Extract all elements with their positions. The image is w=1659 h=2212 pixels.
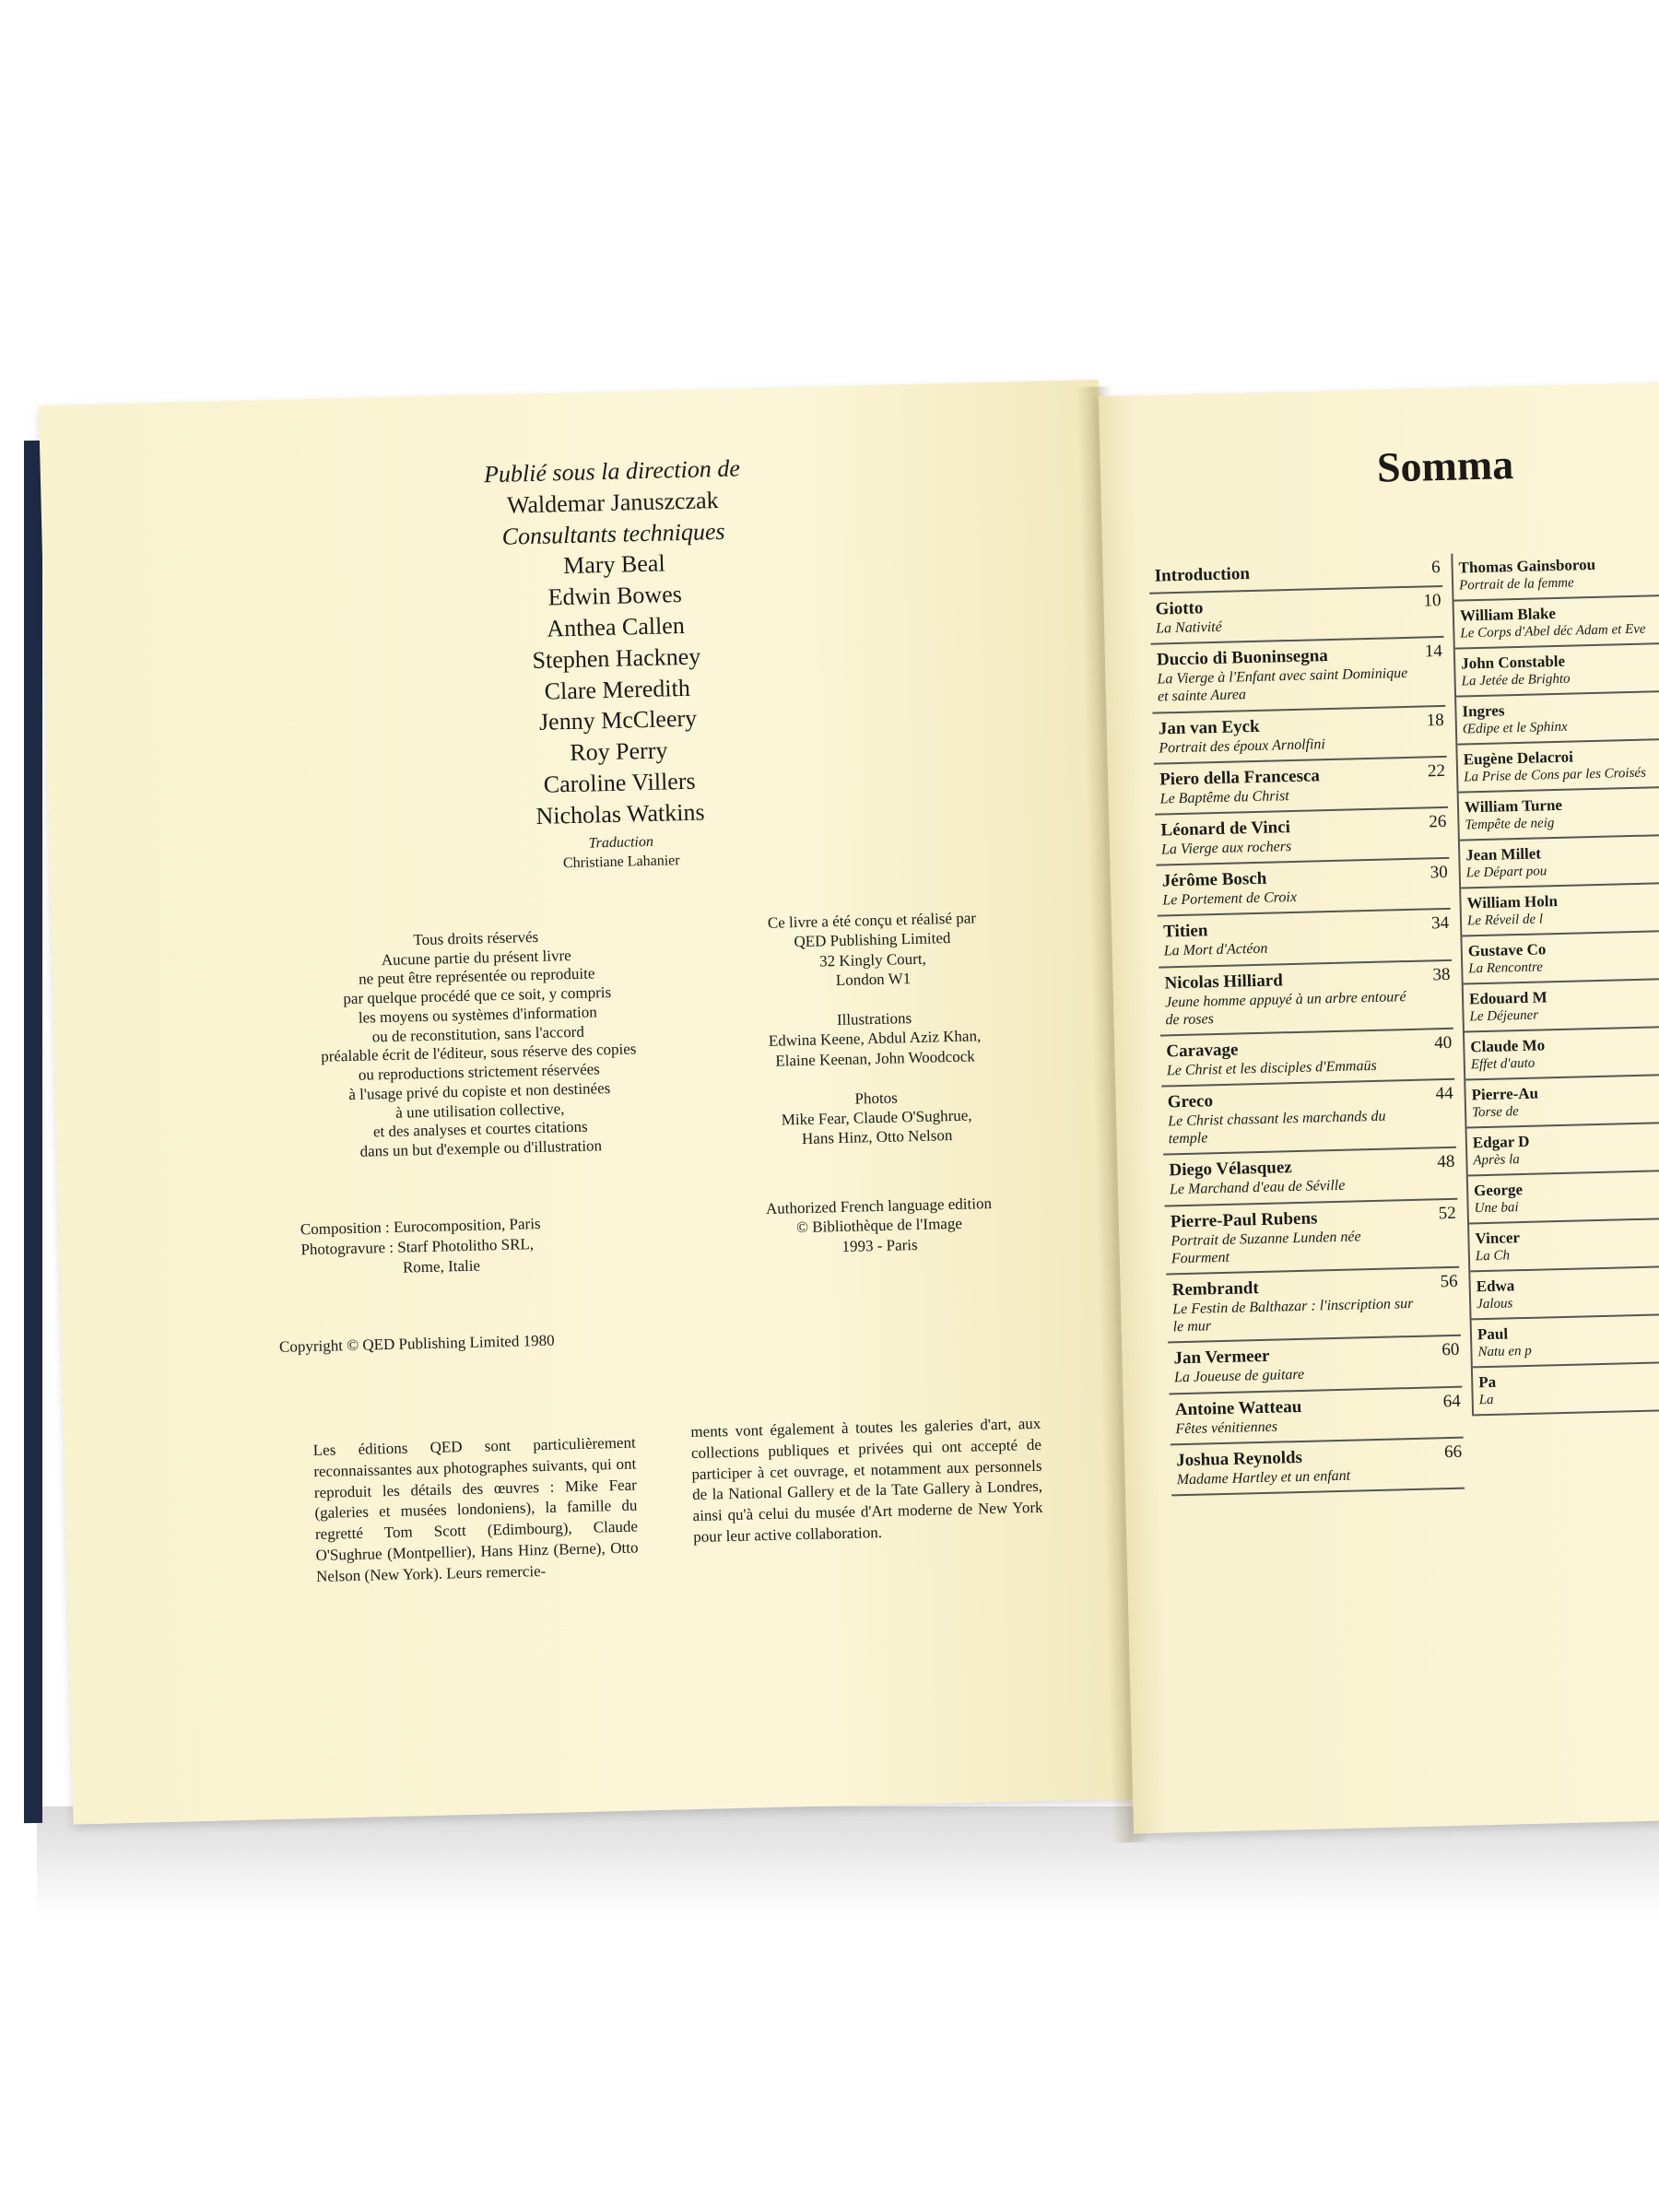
artwork-title: Le Christ chassant les marchands du temple (1168, 1108, 1386, 1147)
artist-name: Ingres (1462, 701, 1505, 721)
artwork-title: Fêtes vénitiennes (1175, 1418, 1278, 1437)
credit-role: Consultants techniques (501, 517, 725, 550)
artist-name: Edwa (1476, 1277, 1515, 1296)
translation-label: Traduction (588, 833, 654, 852)
page-number: 44 (1435, 1083, 1453, 1104)
contents-entry (1467, 1122, 1659, 1176)
illustrators-list (700, 1025, 1051, 1073)
contents-entry (1462, 930, 1659, 984)
page-number: 40 (1433, 1032, 1453, 1053)
artwork-title: Œdipe et le Sphinx (1462, 719, 1568, 737)
artist-name: Jan van Eyck (1158, 716, 1260, 739)
photos-label: Photos (854, 1088, 898, 1108)
translation-block (511, 831, 733, 875)
copyright-line: Copyright © QED Publishing Limited 1980 (278, 1331, 555, 1356)
credit-name: Mary Beal (562, 549, 665, 580)
artist-name: Titien (1162, 921, 1208, 942)
artwork-title: Après la (1473, 1152, 1520, 1169)
artwork-title: Le Festin de Balthazar : l'inscription sur le mur (1172, 1295, 1414, 1335)
contents-entry (1465, 1026, 1659, 1080)
artist-name: William Turne (1464, 795, 1563, 817)
credit-name: Stephen Hackney (532, 642, 701, 674)
artwork-title: La Vierge aux rochers (1160, 838, 1292, 858)
left-page (39, 380, 1133, 1825)
artist-name: Jan Vermeer (1173, 1347, 1270, 1369)
book-cover-edge (24, 441, 42, 1823)
page-number: 52 (1438, 1203, 1457, 1223)
contents-entry (1459, 786, 1659, 841)
page-number: 26 (1429, 811, 1447, 832)
page-number: 22 (1427, 760, 1446, 782)
credit-name: Roy Perry (569, 736, 668, 767)
contents-column-a (1148, 554, 1465, 1496)
artwork-title: La (1478, 1392, 1494, 1408)
artist-name: Pierre-Au (1471, 1084, 1539, 1104)
publisher-line: 32 Kingly Court, (818, 949, 927, 970)
page-number: 6 (1430, 558, 1441, 578)
page-number: 34 (1430, 913, 1450, 934)
publisher-line: QED Publishing Limited (794, 929, 951, 951)
illustrations-label: Illustrations (836, 1009, 912, 1030)
edition-line: 1993 - Paris (841, 1235, 918, 1255)
acknowledgements-left: Les éditions QED sont particulièrement reconnaissantes aux photographes suivants, qui ont reproduit les détails des œuvres : Mike Fear (galeries et musées londoniens), la famille du regretté Tom Scott (Edimbourg), Claude O'Sughrue (Montpellier), Hans Hinz (Berne), Otto Nelson (New York). Leurs remercie- (312, 1433, 639, 1585)
edition-line: © Bibliothèque de l'Image (795, 1215, 963, 1237)
contents-entry (1165, 1199, 1460, 1275)
artist-name: Piero della Francesca (1159, 766, 1321, 790)
contents-entry (1461, 882, 1659, 936)
contents-entry (1158, 910, 1452, 968)
artwork-title: La Rencontre (1468, 959, 1544, 977)
artwork-title: La Nativité (1155, 618, 1222, 637)
artist-name: Nicolas Hilliard (1164, 970, 1284, 993)
contents-entry (1171, 1438, 1465, 1496)
contents-entry (1453, 547, 1659, 601)
artwork-title: Tempête de neig (1465, 816, 1555, 833)
illustrator-line: Edwina Keene, Abdul Aziz Khan, (768, 1027, 982, 1051)
artwork-title: La Ch (1475, 1248, 1511, 1265)
rights-line: et des analyses et courtes citations (372, 1118, 588, 1141)
acknowledgements-right: ments vont également à toutes les galeries d'art, aux collections publiques et privées qui ont accepté de participer à cet ouvrage, et notamment aux personnels de la National Gallery et de la Tate Gallery à Londres, ainsi qu'à celui du musée d'Art moderne de New York pour leur active collaboration. (690, 1414, 1043, 1546)
artist-name: Edgar D (1472, 1132, 1530, 1152)
contents-column-b (1451, 547, 1659, 1416)
contents-entry (1455, 642, 1659, 697)
artist-name: Jean Millet (1465, 844, 1542, 865)
artist-name: Introduction (1154, 564, 1251, 586)
artwork-title: Portrait des époux Arnolfini (1159, 735, 1326, 757)
page-number: 60 (1441, 1340, 1460, 1360)
artwork-title: La Mort d'Actéon (1163, 941, 1268, 959)
artist-name: John Constable (1460, 652, 1566, 673)
contents-entry (1154, 758, 1448, 816)
artwork-title: Le Portement de Croix (1162, 889, 1298, 909)
contents-entry (1456, 690, 1659, 745)
page-number: 18 (1426, 710, 1444, 730)
artist-name: Léonard de Vinci (1160, 818, 1291, 841)
publisher-block (697, 906, 1049, 993)
artwork-title: Portrait de la femme (1458, 575, 1574, 594)
edition-line: Authorized French language edition (765, 1194, 993, 1218)
artist-name: Pa (1478, 1372, 1497, 1392)
edition-block (703, 1192, 1054, 1259)
credit-role: Publié sous la direction de (483, 454, 741, 488)
composition-block (300, 1211, 652, 1280)
contents-entry (1464, 978, 1659, 1032)
credit-name: Anthea Callen (546, 611, 686, 642)
contents-entry (1156, 859, 1450, 917)
rights-line: dans un but d'exemple ou d'illustration (359, 1136, 603, 1160)
artist-name: Vincer (1475, 1229, 1521, 1248)
artwork-title: Le Baptême du Christ (1159, 787, 1289, 807)
contents-entry (1457, 738, 1659, 793)
artwork-title: Natu en p (1477, 1343, 1532, 1360)
credit-name: Nicholas Watkins (535, 798, 705, 830)
artist-name: Duccio di Buoninsegna (1156, 646, 1329, 670)
artwork-title: Jalous (1476, 1296, 1513, 1312)
contents-entry (1149, 587, 1443, 645)
rights-line: ou reproductions strictement réservées (358, 1060, 601, 1084)
artwork-title: La Jetée de Brighto (1461, 671, 1571, 689)
page-number: 64 (1442, 1391, 1461, 1411)
contents-entry (1454, 594, 1659, 649)
artwork-title: Le Réveil de l (1466, 912, 1544, 929)
contents-title: Somma (1376, 441, 1514, 491)
artist-name: Greco (1167, 1091, 1214, 1112)
artist-name: Rembrandt (1171, 1278, 1259, 1300)
artwork-title: Portrait de Suzanne Lunden née Fourment (1171, 1228, 1361, 1267)
contents-entry (1465, 1074, 1659, 1128)
rights-line: à une utilisation collective, (395, 1099, 565, 1122)
contents-entry (1473, 1361, 1659, 1416)
illustrator-line: Elaine Keenan, John Woodcock (775, 1046, 975, 1070)
artist-name: William Blake (1459, 604, 1557, 625)
rights-line: à l'usage privé du copiste et non destinées (348, 1078, 611, 1103)
page-number: 38 (1432, 964, 1451, 984)
artwork-title: La Joueuse de guitare (1173, 1367, 1305, 1386)
page-number: 66 (1443, 1441, 1463, 1462)
rights-notice (282, 924, 675, 1163)
contents-entry (1155, 808, 1449, 866)
rights-line: Tous droits réservés (413, 927, 539, 949)
production-credits (697, 906, 1053, 1171)
illustrations-block (699, 1005, 1050, 1072)
contents-entry (1152, 706, 1446, 764)
translator-name: Christiane Lahanier (562, 852, 680, 872)
credit-name: Jenny McCleery (538, 705, 698, 736)
artist-name: Jérôme Bosch (1161, 868, 1267, 891)
artist-name: Edouard M (1468, 988, 1547, 1008)
right-page (1099, 382, 1659, 1833)
contents-entry (1151, 638, 1446, 713)
artwork-title: Le Corps d'Abel déc Adam et Eve (1460, 621, 1646, 641)
page-number: 48 (1437, 1152, 1455, 1172)
credit-name: Edwin Bowes (547, 581, 683, 611)
photogravure-place: Rome, Italie (402, 1256, 481, 1277)
artist-name: Pierre-Paul Rubens (1170, 1208, 1318, 1231)
artwork-title: Le Déjeuner (1469, 1007, 1539, 1025)
artist-name: William Holn (1466, 892, 1559, 912)
contents-entry (1168, 1336, 1462, 1394)
contents-entry (1161, 1080, 1456, 1156)
artwork-title: Effet d'auto (1470, 1055, 1535, 1073)
page-number: 56 (1440, 1271, 1458, 1292)
photographer-line: Mike Fear, Claude O'Sughrue, (781, 1106, 972, 1129)
composition-line: Composition : Eurocomposition, Paris (300, 1214, 541, 1239)
credit-name: Waldemar Januszczak (506, 486, 719, 519)
artist-name: George (1473, 1181, 1524, 1200)
artwork-title: La Prise de Cons par les Croisés (1464, 765, 1647, 785)
contents-entry (1470, 1265, 1659, 1320)
contents-entry (1469, 1218, 1659, 1272)
photogravure-line: Photogravure : Starf Photolitho SRL, (300, 1234, 535, 1259)
page-number: 30 (1430, 863, 1448, 883)
artwork-title: La Vierge à l'Enfant avec saint Dominique et sainte Aurea (1157, 665, 1408, 705)
rights-line: ou de reconstitution, sans l'accord (371, 1022, 585, 1046)
contents-entry (1166, 1268, 1461, 1344)
artwork-title: Jeune homme appuyé à un arbre entouré de roses (1164, 988, 1406, 1029)
credit-name: Caroline Villers (543, 767, 696, 798)
credit-name: Clare Meredith (544, 674, 691, 705)
artist-name: Caravage (1166, 1040, 1239, 1062)
artist-name: Diego Vélasquez (1169, 1158, 1292, 1181)
contents-entry (1468, 1170, 1659, 1224)
artwork-title: Le Départ pou (1465, 864, 1547, 881)
rights-line: Aucune partie du présent livre (381, 946, 571, 969)
artist-name: Gustave Co (1467, 940, 1547, 960)
artwork-title: Madame Hartley et un enfant (1176, 1467, 1351, 1488)
artist-name: Paul (1477, 1324, 1509, 1344)
credits-block (409, 451, 824, 834)
artist-name: Claude Mo (1470, 1036, 1546, 1056)
artist-name: Eugène Delacroi (1463, 747, 1574, 769)
rights-line: les moyens ou systèmes d'information (358, 1003, 597, 1027)
contents-entry (1460, 834, 1659, 888)
rights-line: ne peut être représentée ou reproduite (358, 964, 595, 989)
publisher-line: London W1 (835, 969, 912, 989)
photographers-list (701, 1103, 1053, 1151)
contents-entry (1169, 1387, 1463, 1445)
contents-entry (1163, 1148, 1457, 1206)
rights-line: par quelque procédé que ce soit, y compris (343, 983, 612, 1008)
artist-name: Thomas Gainsborou (1458, 555, 1596, 577)
contents-entry (1159, 960, 1453, 1036)
artwork-title: Une bai (1474, 1200, 1519, 1217)
page-number: 10 (1423, 590, 1441, 611)
contents-entry (1160, 1030, 1454, 1088)
artist-name: Antoine Watteau (1174, 1396, 1302, 1419)
publisher-line: Ce livre a été conçu et réalisé par (767, 909, 977, 932)
artwork-title: Le Marchand d'eau de Séville (1169, 1178, 1346, 1198)
contents-entry (1472, 1313, 1659, 1368)
artwork-title: Torse de (1471, 1104, 1520, 1121)
artwork-title: Le Christ et les disciples d'Emmaüs (1166, 1057, 1377, 1079)
photographer-line: Hans Hinz, Otto Nelson (801, 1126, 953, 1148)
photos-block (700, 1084, 1052, 1151)
page-number: 14 (1424, 641, 1443, 662)
artist-name: Giotto (1155, 598, 1204, 619)
rights-line: préalable écrit de l'éditeur, sous réserve des copies (320, 1040, 637, 1066)
artist-name: Joshua Reynolds (1175, 1447, 1303, 1471)
